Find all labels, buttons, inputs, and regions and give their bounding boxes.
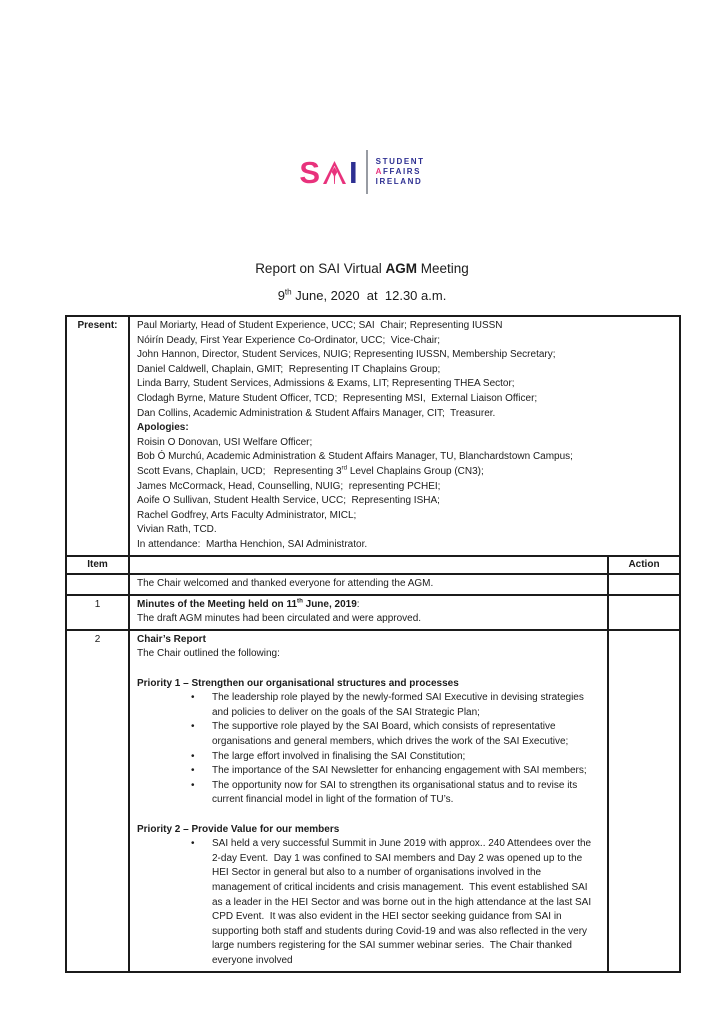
table-header-row xyxy=(66,556,680,575)
chair-report-row xyxy=(66,630,680,972)
logo-wordmark xyxy=(376,157,425,187)
in-attendance-line: In attendance: Martha Henchion, SAI Administrator. xyxy=(137,538,368,550)
welcome-row xyxy=(66,574,680,595)
logo-letter-i: I xyxy=(349,154,358,190)
wordmark-line-ireland: IRELAND xyxy=(375,177,423,186)
attendees-cell xyxy=(129,316,680,556)
minutes-body: The draft AGM minutes had been circulated and were approved. xyxy=(137,613,422,625)
attendee-line: Linda Barry, Student Services, Admissions & Exams, LIT; Representing THEA Sector; xyxy=(137,378,515,390)
minutes-approval-cell xyxy=(129,595,608,630)
sai-acronym xyxy=(299,154,358,190)
apology-line: Vivian Rath, TCD. xyxy=(137,524,217,536)
apology-line: Scott Evans, Chaplain, UCD; Representing 3rd Level Chaplains Group (CN3); xyxy=(137,464,484,477)
welcome-text: The Chair welcomed and thanked everyone for attending the AGM. xyxy=(129,574,608,595)
action-cell xyxy=(608,595,680,630)
item-number-cell xyxy=(66,574,129,595)
meeting-datetime: 9th June, 2020 at 12.30 a.m. xyxy=(277,287,447,303)
sai-logo xyxy=(0,150,724,194)
apology-line: Bob Ó Murchú, Academic Administration & Student Affairs Manager, TU, Blanchardstown Campus; xyxy=(137,451,573,463)
logo-divider xyxy=(366,150,368,194)
wordmark-line-affairs: AFFAIRS xyxy=(375,167,422,176)
bullet-item: • SAI held a very successful Summit in June 2019 with approx.. 240 Attendees over the 2-day Event. Day 1 was confined to SAI members and Day 2 was opened up to the HEI Sector in general but also to a number of organisations involved in the management of critical incidents and crisis management. This event established SAI as a leader in the HEI Sector and was borne out in the high attendance at the last SAI CPD Event. It was also evident in the HEI sector seeking guidance from SAI in supporting both staff and students during Covid-19 and was also reflected in the very large numbers registering for the SAI summer webinar series. The Chair thanked everyone involved xyxy=(137,837,600,968)
chair-report-heading: Chair’s Report xyxy=(137,633,206,645)
minutes-title: Minutes of the Meeting held on 11th June, 2019: xyxy=(137,597,360,610)
attendee-line: Clodagh Byrne, Mature Student Officer, TCD; Representing MSI, External Liaison Officer; xyxy=(137,392,538,404)
bullet-icon: • xyxy=(191,765,195,777)
bullet-item: • The leadership role played by the newly-formed SAI Executive in devising strategies and policies to deliver on the goals of the SAI Strategic Plan; xyxy=(137,691,600,720)
bullet-item: • The supportive role played by the SAI Board, which consists of representative organisations and general members, which drives the work of the SAI Executive; xyxy=(137,720,600,749)
bullet-icon: • xyxy=(191,838,195,850)
item-number: 2 xyxy=(66,630,129,972)
apology-line: Rachel Godfrey, Arts Faculty Administrator, MICL; xyxy=(137,509,357,521)
bullet-item: • The opportunity now for SAI to strengthen its organisational status and to revise its current financial model in light of the formation of TU’s. xyxy=(137,779,600,808)
minutes-approval-row xyxy=(66,595,680,630)
priority2-heading: Priority 2 – Provide Value for our members xyxy=(137,823,340,835)
attendee-line: Dan Collins, Academic Administration & Student Affairs Manager, CIT; Treasurer. xyxy=(137,407,496,419)
apologies-label: Apologies: xyxy=(137,422,189,434)
attendee-line: Nóirín Deady, First Year Experience Co-Ordinator, UCC; Vice-Chair; xyxy=(137,334,441,346)
action-cell xyxy=(608,574,680,595)
item-number: 1 xyxy=(66,595,129,630)
attendee-line: John Hannon, Director, Student Services, NUIG; Representing IUSSN, Membership Secretary; xyxy=(137,349,556,361)
logo-letter-s: S xyxy=(299,154,321,190)
bullet-item: • The large effort involved in finalising the SAI Constitution; xyxy=(137,750,600,765)
bullet-icon: • xyxy=(191,692,195,704)
bullet-item: • The importance of the SAI Newsletter for enhancing engagement with SAI members; xyxy=(137,764,600,779)
bullet-icon: • xyxy=(191,721,195,733)
blank-line xyxy=(137,662,600,677)
apology-line: James McCormack, Head, Counselling, NUIG; representing PCHEI; xyxy=(137,480,441,492)
pen-nib-a-icon xyxy=(323,161,346,184)
empty-header-cell xyxy=(129,556,608,575)
chair-report-cell xyxy=(129,630,608,972)
bullet-icon: • xyxy=(191,779,195,791)
action-cell xyxy=(608,630,680,972)
apology-line: Roisin O Donovan, USI Welfare Officer; xyxy=(137,436,313,448)
report-title: Report on SAI Virtual AGM Meeting xyxy=(255,261,469,276)
apology-line: Aoife O Sullivan, Student Health Service, UCC; Representing ISHA; xyxy=(137,495,440,507)
item-header-cell: Item xyxy=(66,556,129,575)
blank-line xyxy=(137,808,600,823)
attendee-line: Paul Moriarty, Head of Student Experience, UCC; SAI Chair; Representing IUSSN xyxy=(137,320,503,331)
attendee-line: Daniel Caldwell, Chaplain, GMIT; Representing IT Chaplains Group; xyxy=(137,363,441,375)
priority1-heading: Priority 1 – Strengthen our organisational structures and processes xyxy=(137,677,459,689)
action-header-cell: Action xyxy=(608,556,680,575)
present-row xyxy=(66,316,680,556)
present-label: Present: xyxy=(66,316,129,556)
wordmark-line-student: STUDENT xyxy=(375,157,425,166)
chair-report-intro: The Chair outlined the following: xyxy=(137,648,280,660)
bullet-icon: • xyxy=(191,750,195,762)
minutes-table xyxy=(65,315,681,973)
